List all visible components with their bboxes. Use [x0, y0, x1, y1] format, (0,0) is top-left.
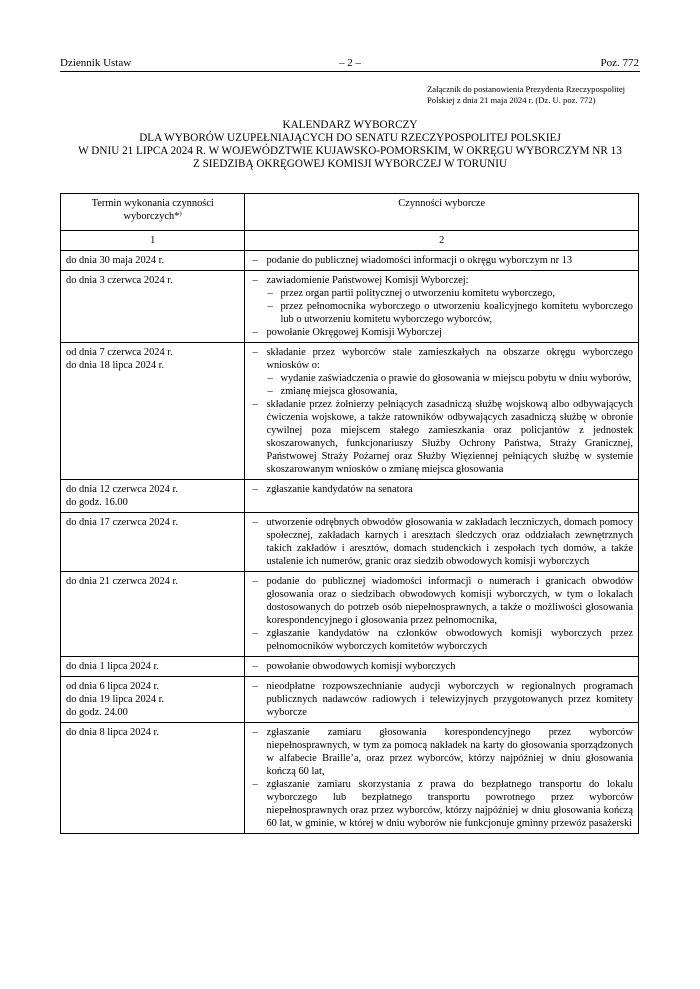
actions-list — [250, 660, 633, 673]
table-row — [61, 677, 639, 723]
action-item — [250, 726, 633, 778]
action-text: zgłaszanie kandydatów na członków obwodowych komisji wyborczych przez pełnomocników wyborczych komitetów wyborczych — [266, 628, 633, 652]
table-header-row — [61, 194, 639, 231]
table-row — [61, 271, 639, 343]
column-header-actions: Czynności wyborcze — [245, 194, 639, 231]
action-item — [250, 778, 633, 830]
title-line-4: Z SIEDZIBĄ OKRĘGOWEJ KOMISJI WYBORCZEJ W TORUNIU — [192, 158, 508, 170]
document-title — [40, 119, 660, 171]
actions-cell — [245, 251, 639, 271]
action-text: zgłaszanie zamiaru głosowania korespondencyjnego przez wyborców niepełnosprawnych, w tym za pomocą nakładek na karty do głosowania sporządzonych w alfabecie Braille’a, oraz przez wyborców, którzy najpóźniej w dniu głosowania kończą 60 lat, — [266, 727, 633, 777]
actions-list — [250, 575, 633, 653]
actions-cell — [245, 723, 639, 834]
term-line: do godz. 16.00 — [66, 497, 128, 508]
table-row — [61, 251, 639, 271]
actions-cell — [245, 572, 639, 657]
action-text: zgłaszanie kandydatów na senatora — [266, 484, 413, 495]
actions-cell — [245, 480, 639, 513]
term-line: do dnia 18 lipca 2024 r. — [66, 360, 165, 371]
action-item — [250, 398, 633, 476]
column-number-row — [61, 231, 639, 251]
action-item — [250, 346, 633, 398]
page-number: – 2 – — [339, 57, 361, 69]
action-item — [250, 274, 633, 326]
action-item — [250, 627, 633, 653]
title-line-3: W DNIU 21 LIPCA 2024 R. W WOJEWÓDZTWIE KUJAWSKO-POMORSKIM, W OKRĘGU WYBORCZYM NR 13 — [78, 145, 622, 157]
action-item — [250, 516, 633, 568]
actions-list — [250, 680, 633, 719]
header-rule — [60, 71, 640, 72]
sub-actions-list — [266, 287, 633, 326]
sub-action-item: – przez pełnomocnika wyborczego o utworzeniu koalicyjnego komitetu wyborczego lub o utworzeniu komitetu wyborczego wyborców, — [266, 300, 633, 326]
action-item — [250, 326, 633, 339]
actions-list — [250, 346, 633, 476]
table-row — [61, 723, 639, 834]
term-line: do dnia 17 czerwca 2024 r. — [66, 517, 178, 528]
term-line: do dnia 12 czerwca 2024 r. — [66, 484, 178, 495]
action-text: zawiadomienie Państwowej Komisji Wyborczej: — [266, 275, 469, 286]
term-line: do dnia 21 czerwca 2024 r. — [66, 576, 178, 587]
actions-list — [250, 274, 633, 339]
action-text: zgłaszanie zamiaru skorzystania z prawa do bezpłatnego transportu do lokalu wyborczego lub bezpłatnego transportu powrotnego przez wyborców niepełnosprawnych oraz przez wyborców, którzy najpóźniej w dniu głosowania kończą 60 lat, w gminie, w której w dniu wyborów nie funkcjonuje gminny przewóz pasażerski — [266, 779, 633, 829]
title-line-1: KALENDARZ WYBORCZY — [282, 119, 418, 131]
column-number-1: 1 — [61, 231, 245, 251]
action-item — [250, 254, 633, 267]
term-cell — [61, 657, 245, 677]
annex-note — [427, 84, 640, 106]
action-text: podanie do publicznej wiadomości informacji o numerach i granicach obwodów głosowania oraz o siedzibach obwodowych komisji wyborczych, w tym o lokalach dostosowanych do potrzeb osób niepełnosprawnych, a także o możliwości głosowania korespondencyjnego i głosowania przez pełnomocnika, — [266, 576, 633, 626]
action-text: nieodpłatne rozpowszechnianie audycji wyborczych w regionalnych programach publicznych nadawców radiowych i telewizyjnych przygotowanych przez komitety wyborcze — [266, 681, 633, 718]
term-cell — [61, 723, 245, 834]
table-row — [61, 513, 639, 572]
table-row — [61, 657, 639, 677]
term-line: do dnia 8 lipca 2024 r. — [66, 727, 159, 738]
sub-action-item: – zmianę miejsca głosowania, — [266, 385, 633, 398]
actions-list — [250, 254, 633, 267]
actions-list — [250, 516, 633, 568]
actions-cell — [245, 513, 639, 572]
actions-cell — [245, 271, 639, 343]
annex-line-2: Polskiej z dnia 21 maja 2024 r. (Dz. U. poz. 772) — [427, 95, 596, 105]
calendar-body — [61, 251, 639, 834]
action-item — [250, 680, 633, 719]
term-line: od dnia 7 czerwca 2024 r. — [66, 347, 173, 358]
sub-action-item: – przez organ partii politycznej o utworzeniu komitetu wyborczego, — [266, 287, 633, 300]
term-cell — [61, 480, 245, 513]
journal-name: Dziennik Ustaw — [60, 57, 132, 69]
action-text: składanie przez żołnierzy pełniących zasadniczą służbę wojskową albo odbywających ćwiczenia wojskowe, a także ratowników odbywających zasadniczą służbę w obronie cywilnej poza miejscem stałego zamieszkania oraz policjantów z jednostek skoszarowanych, funkcjonariuszy Służby Ochrony Państwa, Straży Granicznej, Państwowej Straży Pożarnej oraz Służby Więziennej pełniących służbę w systemie skoszarowanym wniosków o zmianę miejsca głosowania — [266, 399, 633, 475]
column-number-2: 2 — [245, 231, 639, 251]
actions-cell — [245, 657, 639, 677]
action-text: składanie przez wyborców stale zamieszkałych na obszarze okręgu wyborczego wniosków o: — [266, 347, 633, 371]
sub-actions-list — [266, 372, 633, 398]
action-text: powołanie Okręgowej Komisji Wyborczej — [266, 327, 442, 338]
actions-list — [250, 726, 633, 830]
title-line-2: DLA WYBORÓW UZUPEŁNIAJĄCYCH DO SENATU RZECZYPOSPOLITEJ POLSKIEJ — [139, 132, 561, 144]
term-cell — [61, 271, 245, 343]
action-item — [250, 575, 633, 627]
term-cell — [61, 251, 245, 271]
sub-action-item: – wydanie zaświadczenia o prawie do głosowania w miejscu pobytu w dniu wyborów, — [266, 372, 633, 385]
term-cell — [61, 343, 245, 480]
table-row — [61, 343, 639, 480]
annex-line-1: Załącznik do postanowienia Prezydenta Rzeczypospolitej — [427, 84, 626, 94]
actions-cell — [245, 677, 639, 723]
term-line: do dnia 30 maja 2024 r. — [66, 255, 165, 266]
column-header-term: Termin wykonania czynności wyborczych*⁾ — [61, 194, 245, 231]
actions-cell — [245, 343, 639, 480]
action-text: podanie do publicznej wiadomości informacji o okręgu wyborczym nr 13 — [266, 255, 573, 266]
action-item — [250, 483, 633, 496]
table-row — [61, 480, 639, 513]
term-line: do dnia 19 lipca 2024 r. — [66, 694, 165, 705]
term-cell — [61, 513, 245, 572]
term-line: od dnia 6 lipca 2024 r. — [66, 681, 159, 692]
action-text: utworzenie odrębnych obwodów głosowania w zakładach leczniczych, domach pomocy społecznej, zakładach karnych i aresztach śledczych oraz oddziałach zewnętrznych takich zakładów i aresztów, domach studenckich i zespołach tych domów, a także ustalenie ich numerów, granic oraz siedzib obwodowych komisji wyborczych — [266, 517, 633, 567]
term-line: do dnia 1 lipca 2024 r. — [66, 661, 159, 672]
actions-list — [250, 483, 633, 496]
calendar-table — [60, 193, 639, 834]
term-line: do godz. 24.00 — [66, 707, 128, 718]
table-row — [61, 572, 639, 657]
term-line: do dnia 3 czerwca 2024 r. — [66, 275, 173, 286]
term-cell — [61, 572, 245, 657]
action-text: powołanie obwodowych komisji wyborczych — [266, 661, 456, 672]
action-item — [250, 660, 633, 673]
position-number: Poz. 772 — [600, 57, 639, 69]
term-cell — [61, 677, 245, 723]
